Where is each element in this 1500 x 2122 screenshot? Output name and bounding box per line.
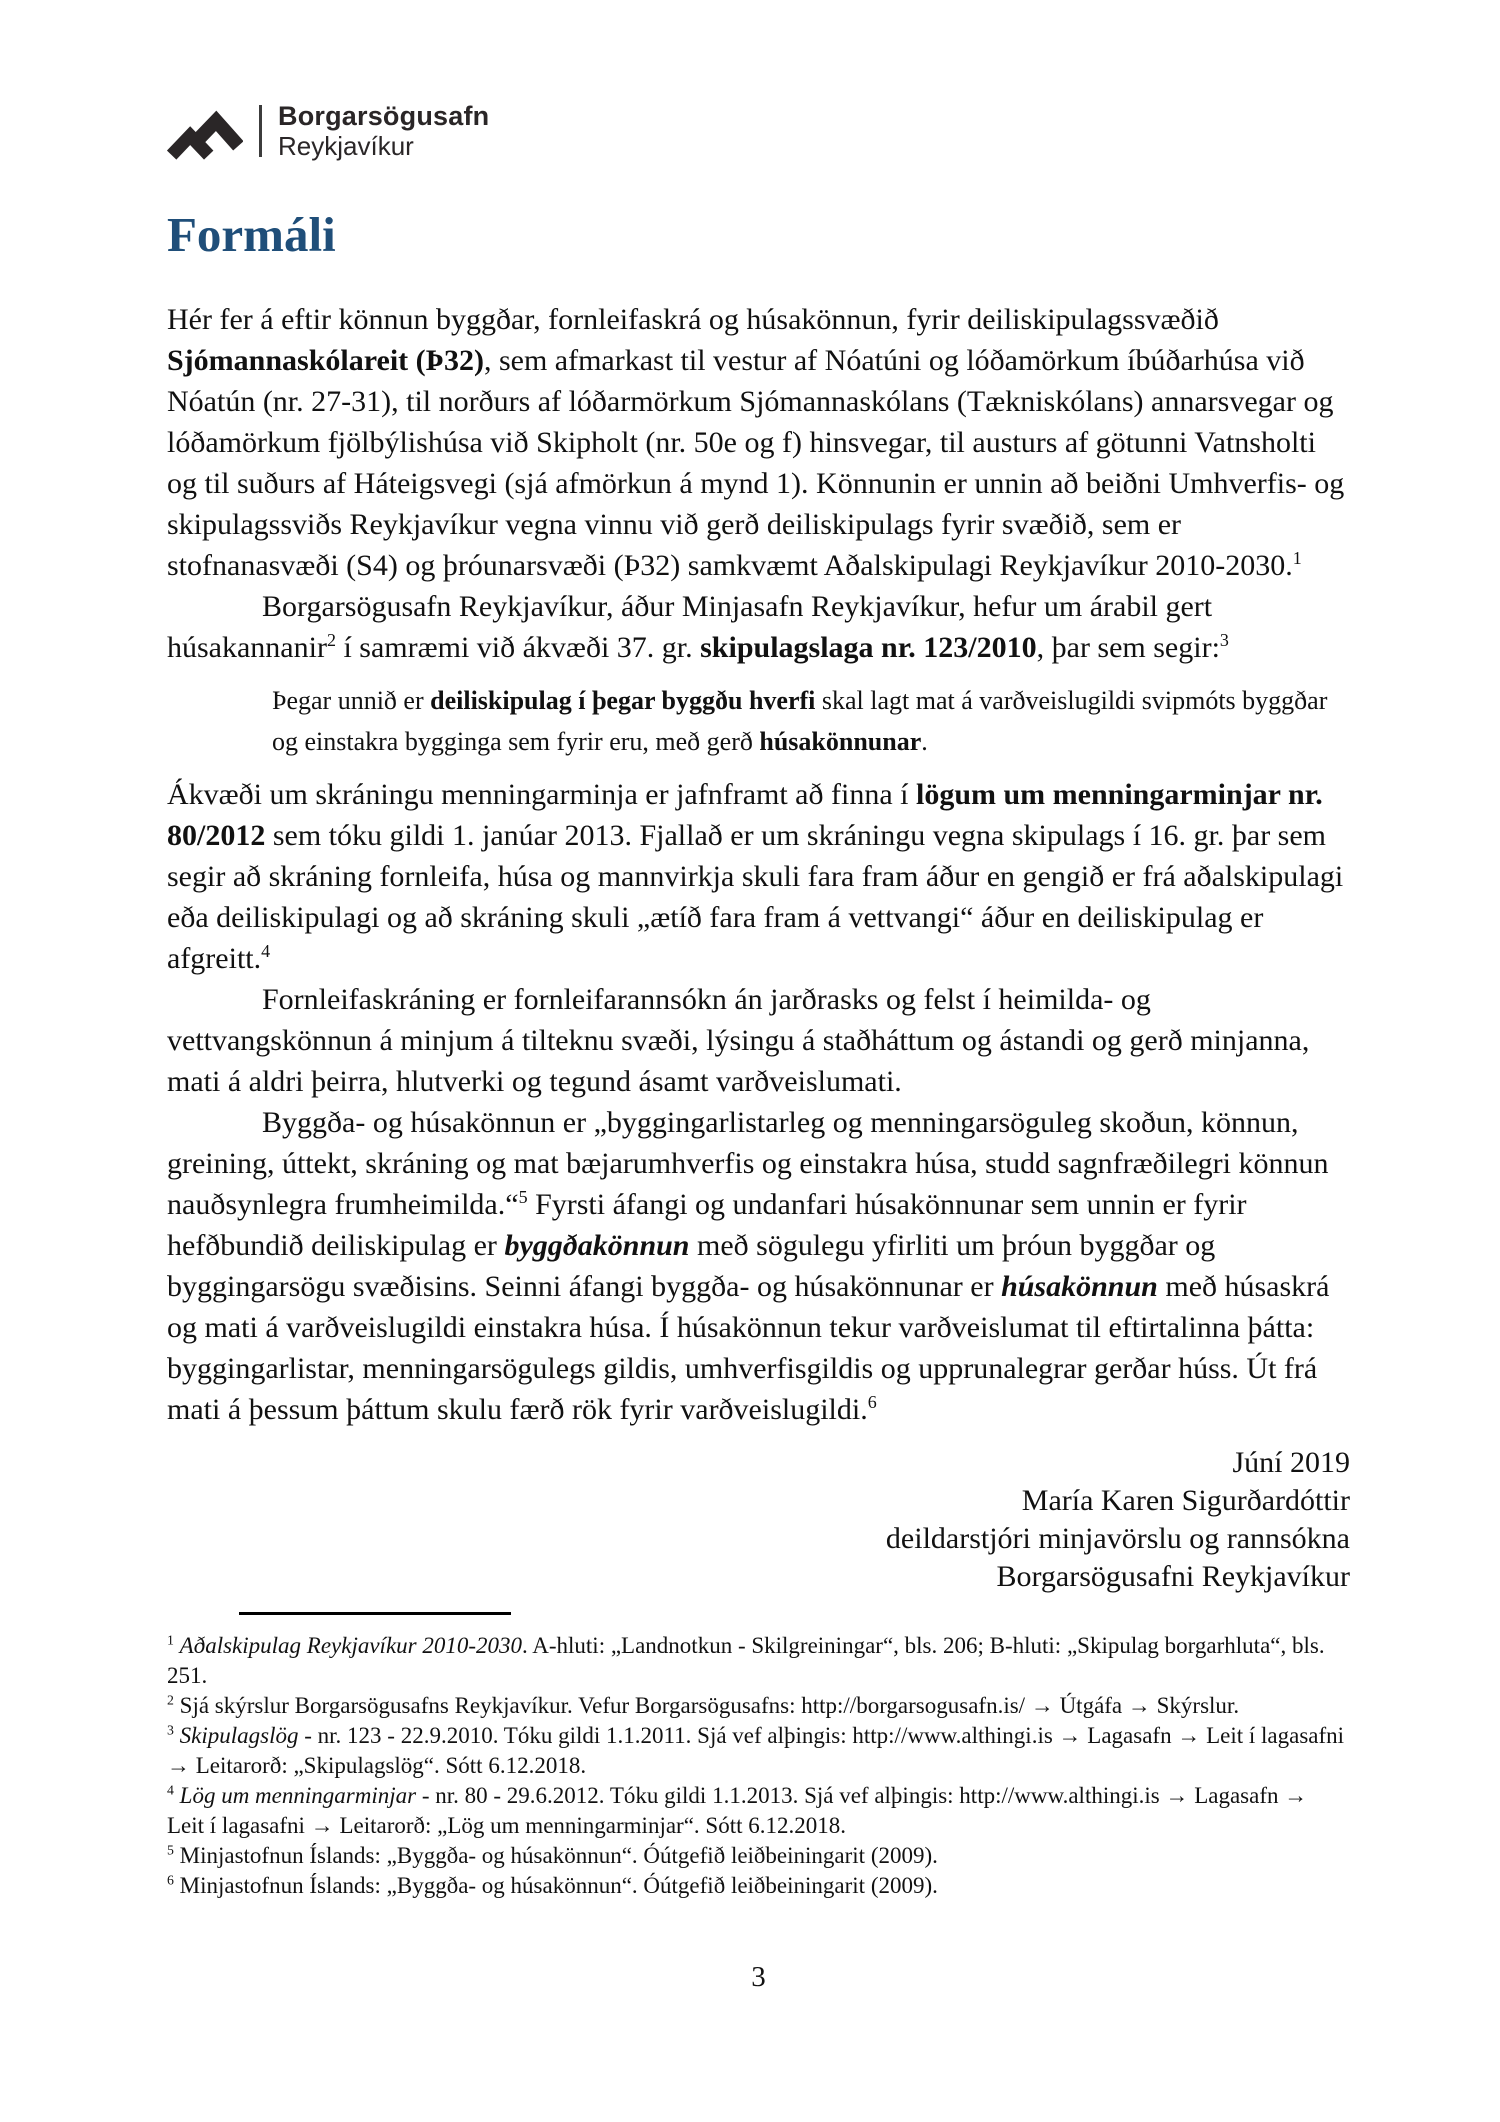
signature-line: Júní 2019 bbox=[1232, 1446, 1350, 1479]
text-run: → bbox=[1058, 1723, 1082, 1748]
text-run: skipulagslaga nr. 123/2010 bbox=[700, 631, 1037, 664]
text-run: Minjastofnun Íslands: „Byggða- og húsakönnun“. Óútgefið leiðbeiningarit (2009). bbox=[179, 1873, 938, 1898]
text-run: Borgarsögusafn Reykjavíkur, áður Minjasafn Reykjavíkur, hefur um árabil gert húsakannanir bbox=[167, 590, 1213, 664]
body-content bbox=[167, 299, 1350, 1430]
page-number: 3 bbox=[751, 1961, 766, 1993]
footnote bbox=[167, 1781, 1350, 1841]
text-run: Leitarorð: „Skipulagslög“. Sótt 6.12.2018. bbox=[190, 1753, 587, 1778]
footnote bbox=[167, 1631, 1350, 1691]
text-run: Lagasafn bbox=[1188, 1783, 1285, 1808]
text-run: sem tóku gildi 1. janúar 2013. Fjallað er um skráningu vegna skipulags í 16. gr. þar sem segir að skráning fornleifa, húsa og mannvirkja skuli fara fram áður en gengið er frá aðalskipulagi eða deiliskipulagi og að skráning skuli „ætíð fara fram á vettvangi“ áður en deiliskipulag er afgreitt. bbox=[167, 819, 1344, 975]
text-run: Skýrslur. bbox=[1150, 1693, 1240, 1718]
footnote-reference: 2 bbox=[326, 630, 336, 650]
text-run: Leit í lagasafni bbox=[167, 1813, 311, 1838]
text-run: deiliskipulag í þegar byggðu hverfi bbox=[430, 686, 816, 715]
text-run: → bbox=[1284, 1783, 1308, 1808]
body-paragraph bbox=[167, 586, 1350, 668]
text-run: með sögulegu yfirliti um þróun byggðar og byggingarsögu svæðisins. Seinni áfangi byggða- og húsakönnunar er bbox=[167, 1229, 1216, 1303]
footnote-reference: 4 bbox=[261, 941, 271, 961]
body-paragraph bbox=[167, 299, 1350, 586]
text-run: Minjastofnun Íslands: „Byggða- og húsakönnun“. Óútgefið leiðbeiningarit (2009). bbox=[179, 1843, 938, 1868]
body-paragraph bbox=[167, 774, 1350, 979]
footnote-reference: 3 bbox=[1219, 630, 1229, 650]
signature-line: María Karen Sigurðardóttir bbox=[1021, 1484, 1350, 1517]
text-run: → bbox=[1030, 1693, 1054, 1718]
signature-line: deildarstjóri minjavörslu og rannsókna bbox=[885, 1522, 1350, 1555]
footnote bbox=[167, 1871, 1350, 1901]
text-run: , þar sem segir: bbox=[1036, 631, 1220, 664]
text-run: í samræmi við ákvæði 37. gr. bbox=[335, 631, 701, 664]
block-quote bbox=[272, 680, 1350, 762]
footnotes bbox=[167, 1631, 1350, 1901]
text-run: → bbox=[1165, 1783, 1189, 1808]
footnote-separator bbox=[239, 1612, 511, 1615]
text-run: → bbox=[167, 1753, 190, 1778]
footnote-reference: 6 bbox=[867, 1392, 877, 1412]
footnote-reference: 1 bbox=[1292, 548, 1302, 568]
text-run: Sjá skýrslur Borgarsögusafns Reykjavíkur. Vefur Borgarsögusafns: http://borgarsogusafn.is/ bbox=[179, 1693, 1031, 1718]
footnote-marker: 3 bbox=[167, 1722, 174, 1738]
text-run: með húsaskrá og mati á varðveislugildi einstakra húsa. Í húsakönnun tekur varðveislumat til eftirtalinna þátta: byggingarlistar, menningarsögulegs gildis, umhverfisgildis og upprunalegrar gerðar húss. Út frá mati á þessum þáttum skulu færð rök fyrir varðveislugildi. bbox=[167, 1270, 1330, 1426]
text-run: Byggða- og húsakönnun er „byggingarlistarleg og menningarsöguleg skoðun, könnun, greining, úttekt, skráning og mat bæjarumhverfis og einstakra húsa, studd sagnfræðilegri könnun nauðsynlegra frumheimilda.“ bbox=[167, 1106, 1329, 1221]
text-run: Lagasafn bbox=[1081, 1723, 1178, 1748]
page-title: Formáli bbox=[167, 207, 336, 262]
text-run: Aðalskipulag Reykjavíkur 2010-2030 bbox=[179, 1633, 523, 1658]
logo-org-name: Borgarsögusafn bbox=[278, 101, 490, 132]
logo bbox=[167, 100, 1350, 162]
text-run: Leitarorð: „Lög um menningarminjar“. Sótt 6.12.2018. bbox=[333, 1813, 846, 1838]
text-run: , sem afmarkast til vestur af Nóatúni og lóðamörkum íbúðarhúsa við Nóatún (nr. 27-31), til norðurs af lóðarmörkum Sjómannaskólans (Tækniskólans) annarsvegar og lóðamörkum fjölbýlishúsa við Skipholt (nr. 50e og f) hinsvegar, til austurs af götunni Vatnsholti og til suðurs af Háteigsvegi (sjá afmörkun á mynd 1). Könnunin er unnin að beiðni Umhverfis- og skipulagssviðs Reykjavíkur vegna vinnu við gerð deiliskipulags fyrir svæðið, sem er stofnanasvæði (S4) og þróunarsvæði (Þ32) samkvæmt Aðalskipulagi Reykjavíkur 2010-2030. bbox=[167, 344, 1345, 582]
footnote-marker: 1 bbox=[167, 1632, 174, 1648]
text-run: Skipulagslög bbox=[179, 1723, 299, 1748]
text-run: lögum um menningarminjar nr. 80/2012 bbox=[167, 778, 1323, 852]
mountain-chevrons-icon bbox=[167, 102, 243, 160]
text-run: Fornleifaskráning er fornleifarannsókn án jarðrasks og felst í heimilda- og vettvangskönnun á minjum á tilteknu svæði, lýsingu á staðháttum og ástandi og gerð minjanna, mati á aldri þeirra, hlutverki og tegund ásamt varðveislumati. bbox=[167, 983, 1310, 1098]
text-run: Útgáfa bbox=[1053, 1693, 1128, 1718]
logo-text bbox=[278, 101, 489, 160]
footnote-marker: 6 bbox=[167, 1872, 174, 1888]
text-run: . bbox=[921, 727, 928, 756]
body-paragraph bbox=[167, 1102, 1350, 1430]
logo-org-city: Reykjavíkur bbox=[278, 130, 414, 161]
text-run: Leit í lagasafni bbox=[1200, 1723, 1345, 1748]
text-run: húsakönnunar bbox=[759, 727, 922, 756]
text-run: → bbox=[310, 1813, 334, 1838]
footnote bbox=[167, 1691, 1350, 1721]
text-run: Þegar unnið er bbox=[272, 686, 431, 715]
body-paragraph bbox=[167, 979, 1350, 1102]
text-run: skal lagt mat á varðveislugildi svipmóts byggðar og einstakra bygginga sem fyrir eru, með gerð bbox=[272, 686, 1328, 756]
text-run: Hér fer á eftir könnun byggðar, fornleifaskrá og húsakönnun, fyrir deiliskipulagssvæðið bbox=[167, 303, 1219, 336]
text-run: byggðakönnun bbox=[504, 1229, 690, 1262]
footnote-marker: 4 bbox=[167, 1782, 174, 1798]
text-run: Sjómannaskólareit (Þ32) bbox=[167, 344, 484, 377]
footnote bbox=[167, 1841, 1350, 1871]
text-run: húsakönnun bbox=[1001, 1270, 1158, 1303]
text-run: Lög um menningarminjar bbox=[179, 1783, 417, 1808]
text-run: - nr. 80 - 29.6.2012. Tóku gildi 1.1.2013. Sjá vef alþingis: http://www.althingi.is bbox=[416, 1783, 1166, 1808]
footnote-marker: 2 bbox=[167, 1692, 174, 1708]
signature-block bbox=[167, 1444, 1350, 1596]
text-run: Ákvæði um skráningu menningarminja er jafnframt að finna í bbox=[167, 778, 916, 811]
text-run: → bbox=[1177, 1723, 1201, 1748]
signature-line: Borgarsögusafni Reykjavíkur bbox=[996, 1560, 1350, 1593]
text-run: Fyrsti áfangi og undanfari húsakönnunar sem unnin er fyrir hefðbundið deiliskipulag er bbox=[167, 1188, 1247, 1262]
footnote bbox=[167, 1721, 1350, 1781]
footnote-marker: 5 bbox=[167, 1842, 174, 1858]
footnote-reference: 5 bbox=[518, 1187, 528, 1207]
text-run: - nr. 123 - 22.9.2010. Tóku gildi 1.1.2011. Sjá vef alþingis: http://www.althingi.is bbox=[298, 1723, 1059, 1748]
logo-divider bbox=[259, 105, 262, 157]
text-run: . A-hluti: „Landnotkun - Skilgreiningar“, bls. 206; B-hluti: „Skipulag borgarhluta“, bls. 251. bbox=[167, 1633, 1325, 1688]
text-run: → bbox=[1127, 1693, 1151, 1718]
